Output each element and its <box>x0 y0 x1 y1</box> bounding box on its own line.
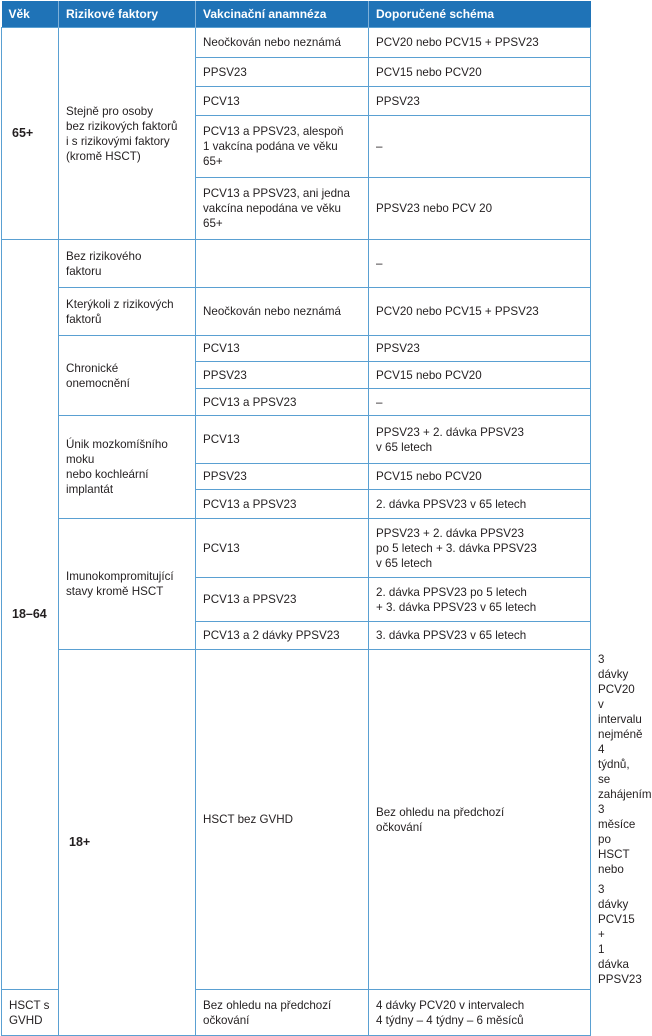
history-cell: PCV13 a PPSV23, alespoň 1 vakcína podána ve věku 65+ <box>196 116 369 178</box>
table-row <box>2 240 591 288</box>
schedule-cell: 2. dávka PPSV23 v 65 letech <box>369 490 591 519</box>
schedule-cell: – <box>369 240 591 288</box>
risk-factor-cell: Stejně pro osoby bez rizikových faktorů i s rizikovými faktory (kromě HSCT) <box>59 28 196 240</box>
schedule-cell: PPSV23 <box>369 87 591 116</box>
history-cell: PPSV23 <box>196 58 369 87</box>
age-cell: 18–64 <box>2 240 59 990</box>
age-cell: 18+ <box>59 650 196 1036</box>
schedule-cell: PPSV23 + 2. dávka PPSV23 v 65 letech <box>369 416 591 464</box>
schedule-cell: PCV15 nebo PCV20 <box>369 362 591 389</box>
risk-factor-cell: HSCT bez GVHD <box>196 650 369 990</box>
table-row <box>2 519 591 578</box>
vaccination-table <box>1 1 652 1036</box>
history-cell: PPSV23 <box>196 464 369 490</box>
history-cell: PCV13 <box>196 87 369 116</box>
history-cell: PCV13 <box>196 519 369 578</box>
table-header-row <box>2 1 591 28</box>
schedule-cell: PPSV23 <box>369 336 591 362</box>
schedule-cell: PCV15 nebo PCV20 <box>369 464 591 490</box>
risk-factor-cell: HSCT s GVHD <box>2 990 59 1036</box>
table-row: 18+ HSCT bez GVHD Bez ohledu na předchozí očkování 3 dávky PCV20 v intervalu nejméně 4 týdnů, se zahájením 3 měsíce po HSCT nebo <box>2 650 591 880</box>
header-recommended-schedule: Doporučené schéma <box>369 1 591 28</box>
schedule-cell: 2. dávka PPSV23 po 5 letech + 3. dávka PPSV23 v 65 letech <box>369 578 591 622</box>
risk-factor-cell: Bez rizikového faktoru <box>59 240 196 288</box>
history-cell: Bez ohledu na předchozí očkování <box>196 990 369 1036</box>
schedule-cell: 3. dávka PPSV23 v 65 letech <box>369 622 591 650</box>
header-risk-factors: Rizikové faktory <box>59 1 196 28</box>
risk-factor-cell: Imunokompromitující stavy kromě HSCT <box>59 519 196 650</box>
schedule-cell: PCV20 nebo PCV15 + PPSV23 <box>369 288 591 336</box>
risk-factor-cell: Chronické onemocnění <box>59 336 196 416</box>
risk-factor-cell: Kterýkoli z rizikových faktorů <box>59 288 196 336</box>
history-cell <box>196 240 369 288</box>
history-cell: Neočkován nebo neznámá <box>196 288 369 336</box>
history-cell: PCV13 a PPSV23, ani jedna vakcína nepodána ve věku 65+ <box>196 178 369 240</box>
risk-factor-cell: Únik mozkomíšního moku nebo kochleární implantát <box>59 416 196 519</box>
history-cell: PCV13 a PPSV23 <box>196 490 369 519</box>
table-row: 3 dávky PCV15 + 1 dávka PPSV23 <box>598 883 642 986</box>
history-cell: Neočkován nebo neznámá <box>196 28 369 58</box>
history-cell: PCV13 a PPSV23 <box>196 389 369 416</box>
history-cell: PCV13 a 2 dávky PPSV23 <box>196 622 369 650</box>
schedule-cell: 4 dávky PCV20 v intervalech 4 týdny – 4 týdny – 6 měsíců <box>369 990 591 1036</box>
age-cell: 65+ <box>2 28 59 240</box>
history-cell: PPSV23 <box>196 362 369 389</box>
header-age: Věk <box>2 1 59 28</box>
schedule-cell: – <box>369 116 591 178</box>
table-row <box>2 336 591 362</box>
schedule-cell: PCV20 nebo PCV15 + PPSV23 <box>369 28 591 58</box>
history-cell: PCV13 a PPSV23 <box>196 578 369 622</box>
history-cell: Bez ohledu na předchozí očkování <box>369 650 591 990</box>
header-vaccination-history: Vakcinační anamnéza <box>196 1 369 28</box>
table-row <box>2 288 591 336</box>
schedule-cell: PPSV23 nebo PCV 20 <box>369 178 591 240</box>
history-cell: PCV13 <box>196 416 369 464</box>
schedule-cell: PPSV23 + 2. dávka PPSV23 po 5 letech + 3. dávka PPSV23 v 65 letech <box>369 519 591 578</box>
schedule-cell: – <box>369 389 591 416</box>
table-row <box>2 416 591 464</box>
schedule-cell: PCV15 nebo PCV20 <box>369 58 591 87</box>
table-row <box>2 28 591 58</box>
history-cell: PCV13 <box>196 336 369 362</box>
